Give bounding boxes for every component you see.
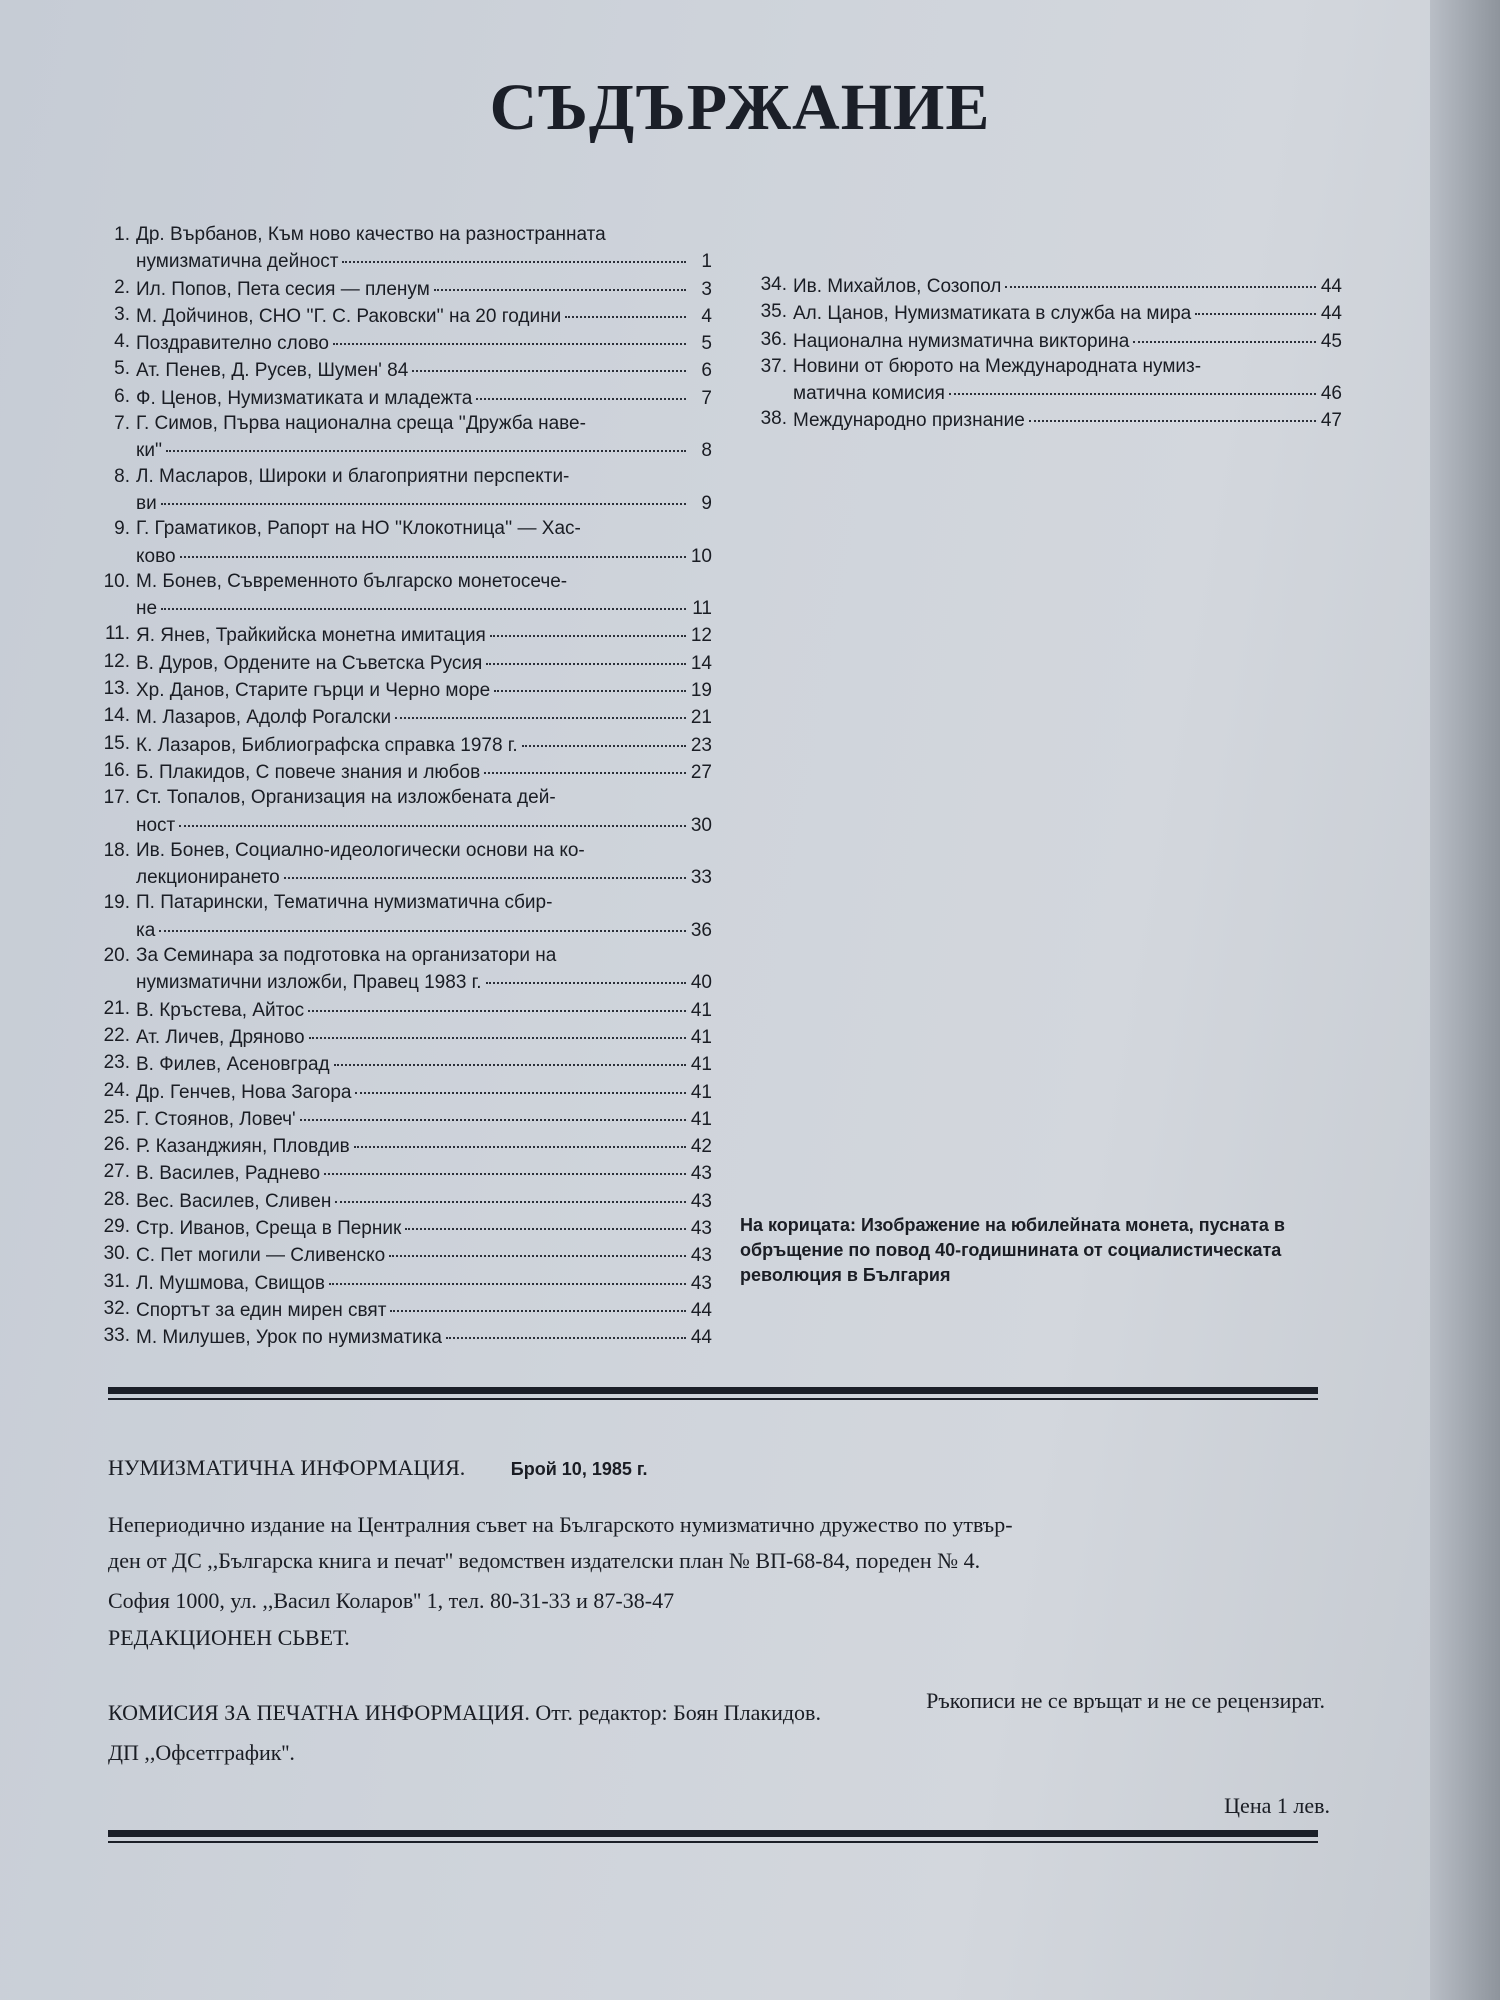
imprint-title-line [108,1455,1328,1481]
toc-entry-title: Л. Мушмова, Свищов [136,1272,325,1294]
publication-name: НУМИЗМАТИЧНА ИНФОРМАЦИЯ. [108,1455,466,1480]
bottom-double-rule [108,1830,1318,1843]
toc-entry-title: Ф. Ценов, Нумизматиката и младежта [136,387,473,409]
dot-leader [355,1074,686,1094]
table-of-contents-right [757,272,1342,434]
dot-leader [161,590,686,610]
dot-leader [284,859,686,879]
toc-entry-title: М. Милушев, Урок по нумизматика [136,1327,442,1349]
dot-leader [412,352,686,372]
toc-entry-title: Международно признание [793,410,1025,432]
dot-leader [159,912,686,932]
toc-entry-number: 13. [103,678,130,700]
dot-leader [166,432,686,452]
toc-entry-page: 44 [1320,303,1342,325]
toc-entry-number: 9. [114,518,130,540]
toc-entry-page: 45 [1320,330,1342,352]
toc-entry-page: 10 [690,545,712,567]
price: Цена 1 лев. [1224,1793,1330,1818]
toc-entry-page: 1 [701,251,712,273]
toc-entry-number: 31. [103,1270,130,1292]
dot-leader [329,1265,686,1285]
toc-entry [100,1323,712,1350]
toc-entry-title: М. Дойчинов, СНО ''Г. С. Раковски'' на 20 години [136,305,562,327]
toc-entry-title: Р. Казанджиян, Пловдив [136,1136,350,1158]
toc-entry-title: не [136,598,158,620]
toc-entry-title: Ал. Цанов, Нумизматиката в служба на мира [793,303,1192,325]
toc-entry [757,406,1342,433]
toc-entry-title: Г. Граматиков, Рапорт на НО ''Клокотница'' — Хас- [136,518,581,540]
toc-entry-page: 30 [690,814,712,836]
commission-line: КОМИСИЯ ЗА ПЕЧАТНА ИНФОРМАЦИЯ. Отг. редактор: Боян Плакидов. [108,1700,821,1725]
toc-entry-title: Г. Симов, Първа национална среща ''Дружба наве- [136,413,586,435]
toc-entry-page: 41 [690,1026,712,1048]
toc-entry-number: 11. [104,623,130,645]
dot-leader [522,727,686,747]
toc-entry-number: 1. [114,224,130,245]
toc-entry [757,327,1342,354]
cover-note: На корицата: Изображение на юбилейната монета, пусната в обръщение по повод 40-годишнината от социалистическата революция в България [740,1215,1285,1285]
toc-entry [100,384,712,411]
toc-entry-page: 41 [690,1108,712,1130]
toc-entry-title: Стр. Иванов, Среща в Перник [136,1217,402,1239]
toc-entry-title: ност [136,814,176,836]
toc-entry [100,838,712,891]
toc-entry [100,890,712,943]
dot-leader [486,964,686,984]
dot-leader [300,1101,686,1121]
toc-entry-number: 26. [103,1134,130,1156]
address-line: София 1000, ул. ,,Васил Коларов'' 1, тел. 80-31-33 и 87-38-47 [108,1588,675,1613]
toc-entry-number: 6. [114,385,130,407]
toc-entry-title: Я. Янев, Трайкийска монетна имитация [136,625,486,647]
toc-entry-title: В. Василев, Раднево [136,1163,321,1185]
toc-entry-title: Ив. Бонев, Социално-идеологически основи на ко- [136,839,585,861]
toc-entry-title: ково [136,545,176,567]
toc-entry-title: Ат. Личев, Дряново [136,1026,305,1048]
toc-entry-page: 21 [690,707,712,729]
dot-leader [1029,402,1316,422]
toc-entry-page: 47 [1320,410,1342,432]
toc-entry-title: Спортът за един мирен свят [136,1299,387,1321]
toc-entry [757,354,1342,407]
toc-entry-title: М. Лазаров, Адолф Рогалски [136,707,392,729]
toc-entry-page: 41 [690,999,712,1021]
toc-entry [100,785,712,838]
toc-entry-page: 23 [690,734,712,756]
toc-entry-number: 30. [103,1243,130,1265]
toc-entry-title: Ст. Топалов, Организация на изложбената дей- [136,787,556,809]
dot-leader [490,617,686,637]
toc-entry-title: М. Бонев, Съвременното българско монетосече- [136,570,568,592]
toc-entry-title: Ат. Пенев, Д. Русев, Шумен' 84 [136,360,409,382]
toc-entry-title: В. Кръстева, Айтос [136,999,305,1021]
toc-entry-title: Г. Стоянов, Ловеч' [136,1108,296,1130]
dot-leader [476,380,686,400]
dot-leader [405,1210,686,1230]
toc-entry-page: 4 [701,305,712,327]
dot-leader [334,1046,686,1066]
toc-entry-number: 28. [103,1188,130,1210]
toc-entry [100,411,712,464]
toc-entry-title: За Семинара за подготовка на организатори на [136,945,557,967]
toc-entry-title: Ив. Михайлов, Созопол [793,276,1002,297]
toc-entry-number: 27. [103,1161,130,1183]
toc-entry-title: С. Пет могили — Сливенско [136,1245,386,1267]
toc-entry-title: ка [136,919,156,941]
dot-leader [161,485,686,505]
dot-leader [179,807,686,827]
toc-entry-page: 3 [701,278,712,300]
toc-entry-number: 7. [114,413,130,435]
dot-leader [389,1237,686,1257]
toc-entry-title: В. Дуров, Ордените на Съветска Русия [136,652,483,674]
toc-entry [100,516,712,569]
toc-entry-page: 27 [690,761,712,783]
toc-entry-page: 12 [690,625,712,647]
toc-entry [100,464,712,517]
dot-leader [1133,323,1316,343]
toc-entry-page: 41 [690,1081,712,1103]
page-edge [1430,0,1500,2000]
toc-entry-page: 41 [690,1054,712,1076]
toc-entry-title: Л. Масларов, Широки и благоприятни перспекти- [136,465,570,487]
toc-entry-number: 4. [114,331,130,353]
dot-leader [308,992,686,1012]
toc-entry-number: 33. [103,1325,130,1347]
description-line-1: Непериодично издание на Централния съвет на Българското нумизматично дружество по утвър- [108,1512,1013,1537]
dot-leader [335,1183,686,1203]
toc-entry-title: Др. Върбанов, Към ново качество на разностранната [136,224,606,245]
toc-entry-number: 38. [760,408,787,430]
dot-leader [484,754,686,774]
dot-leader [1195,295,1316,315]
toc-entry-number: 15. [103,732,130,754]
toc-entry-page: 43 [690,1217,712,1239]
dot-leader [434,271,686,291]
toc-entry-number: 3. [114,303,130,325]
toc-entry-page: 40 [690,972,712,994]
toc-entry-page: 14 [690,652,712,674]
toc-entry-number: 5. [114,358,130,380]
toc-entry-page: 44 [1320,276,1342,297]
dot-leader [395,699,686,719]
toc-entry-number: 35. [760,301,787,323]
toc-entry-number: 16. [103,759,130,781]
toc-entry-page: 43 [690,1190,712,1212]
toc-entry-title: Ил. Попов, Пета сесия — пленум [136,278,430,300]
toc-entry-number: 18. [103,839,130,861]
printer-line: ДП ,,Офсетграфик''. [108,1740,295,1765]
toc-entry-page: 43 [690,1245,712,1267]
toc-entry-title: Хр. Данов, Старите гърци и Черно море [136,680,491,702]
toc-entry [100,569,712,622]
toc-entry-title: Новини от бюрото на Международната нумиз- [793,355,1202,377]
toc-entry-title: нумизматична дейност [136,251,339,273]
toc-entry-number: 2. [114,276,130,298]
editorial-board: РЕДАКЦИОНЕН СЬВЕТ. [108,1625,350,1650]
description-line-2: ден от ДС ,,Българска книга и печат'' ведомствен издателски план № ВП-68-84, пореден № 4. [108,1548,981,1573]
toc-entry-title: ки'' [136,440,163,462]
toc-entry-number: 20. [103,945,130,967]
toc-entry-number: 32. [103,1297,130,1319]
toc-entry-title: П. Патарински, Тематична нумизматична сбир- [136,892,553,914]
toc-entry-number: 36. [760,328,787,350]
dot-leader [180,538,686,558]
toc-entry-title: К. Лазаров, Библиографска справка 1978 г. [136,734,518,756]
toc-entry-page: 9 [701,492,712,514]
dot-leader [342,243,686,263]
toc-entry-title: Поздравително слово [136,333,329,355]
toc-entry-page: 36 [690,919,712,941]
dot-leader [354,1128,686,1148]
toc-entry-page: 42 [690,1136,712,1158]
toc-entry-page: 43 [690,1163,712,1185]
dot-leader [446,1319,686,1339]
toc-entry-number: 8. [114,465,130,487]
toc-entry-page: 19 [690,680,712,702]
dot-leader [309,1019,686,1039]
toc-entry-number: 25. [103,1106,130,1128]
toc-entry-title: лекционирането [136,867,280,889]
table-of-contents-left [100,222,712,1350]
dot-leader [494,672,686,692]
top-double-rule [108,1387,1318,1400]
dot-leader [486,645,686,665]
toc-entry-page: 8 [701,440,712,462]
dot-leader [565,298,686,318]
page-title: СЪДЪРЖАНИЕ [489,71,991,144]
toc-entry [100,943,712,996]
toc-entry-title: Вес. Василев, Сливен [136,1190,332,1212]
toc-entry [100,758,712,785]
toc-entry-number: 24. [103,1079,130,1101]
issue-number: Брой 10, 1985 г. [510,1459,648,1479]
toc-entry-number: 19. [103,892,130,914]
dot-leader [390,1292,686,1312]
toc-entry-page: 44 [690,1327,712,1349]
dot-leader [333,325,686,345]
manuscripts-note: Ръкописи не се връщат и не се рецензират. [926,1688,1325,1713]
toc-entry-title: нумизматични изложби, Правец 1983 г. [136,972,482,994]
toc-entry-number: 37. [760,355,787,377]
toc-entry-number: 12. [103,650,130,672]
toc-entry-title: ви [136,492,157,514]
toc-entry-title: Б. Плакидов, С повече знания и любов [136,761,481,783]
toc-entry-page: 7 [701,387,712,409]
dot-leader [1005,268,1316,288]
dot-leader [949,375,1316,395]
toc-entry-number: 22. [103,1024,130,1046]
toc-entry-title: матична комисия [793,383,945,405]
toc-entry-number: 21. [103,997,130,1019]
toc-entry-number: 10. [103,570,130,592]
toc-entry-title: Национална нумизматична викторина [793,330,1130,352]
toc-entry-number: 29. [103,1215,130,1237]
toc-entry-page: 5 [701,333,712,355]
toc-entry-page: 33 [690,867,712,889]
toc-entry-page: 43 [690,1272,712,1294]
toc-entry-number: 23. [103,1052,130,1074]
toc-entry-title: В. Филев, Асеновград [136,1054,330,1076]
toc-entry-page: 6 [701,360,712,382]
toc-entry [100,222,712,275]
toc-entry-page: 44 [690,1299,712,1321]
toc-entry-page: 11 [692,598,712,620]
toc-entry-page: 46 [1320,383,1342,405]
toc-entry-number: 17. [103,787,130,809]
toc-entry-title: Др. Генчев, Нова Загора [136,1081,352,1103]
toc-entry-number: 34. [760,274,787,295]
dot-leader [324,1155,686,1175]
toc-entry-number: 14. [103,705,130,727]
